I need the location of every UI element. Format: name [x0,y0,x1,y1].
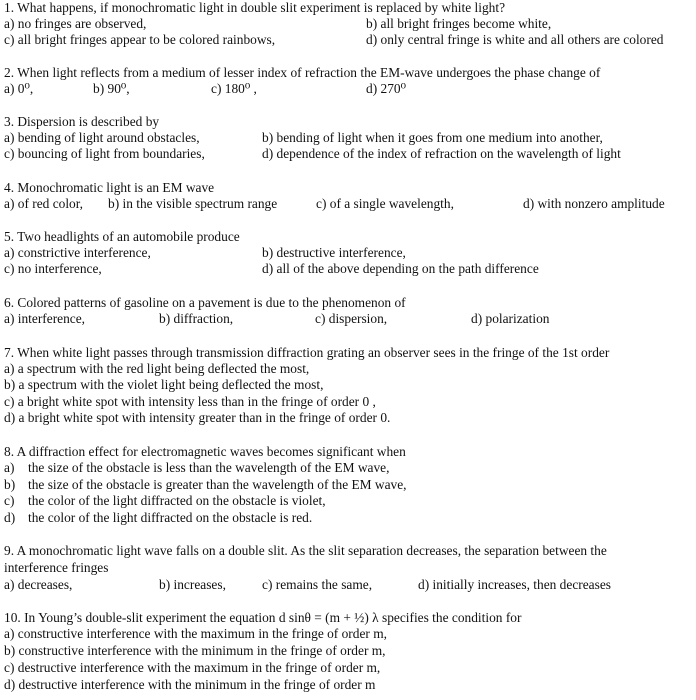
option-c: c) dispersion, [315,311,388,326]
option-d: d) only central fringe is white and all others are colored [366,32,664,47]
option-a [4,460,389,477]
option-d: d) 270⁰ [366,81,406,96]
option-a: a) decreases, [4,577,73,592]
question-stem: 3. Dispersion is described by [4,114,160,129]
option-b: b) destructive interference, [262,245,406,260]
option-d: d) with nonzero amplitude [523,196,665,211]
option-c: c) bouncing of light from boundaries, [4,146,205,161]
option-a: a) bending of light around obstacles, [4,130,200,145]
option-c [4,493,326,510]
option-a: a) 0⁰, [4,81,34,96]
option-b: b) all bright fringes become white, [366,16,552,31]
question-stem: 1. What happens, if monochromatic light in double slit experiment is replaced by white light? [4,0,506,15]
option-label: a) [4,460,15,475]
option-c: c) of a single wavelength, [316,196,454,211]
option-d: d) initially increases, then decreases [418,577,611,592]
option-b: b) increases, [159,577,226,592]
option-label: b) [4,477,16,492]
question-stem: 10. In Young’s double-slit experiment the equation d sinθ = (m + ½) λ specifies the condition for [4,610,522,625]
question-stem: 8. A diffraction effect for electromagnetic waves becomes significant when [4,444,406,459]
option-a: a) constructive interference with the maximum in the fringe of order m, [4,626,387,641]
option-b [4,477,407,494]
option-b: b) bending of light when it goes from one medium into another, [262,130,603,145]
option-a: a) of red color, [4,196,84,211]
option-c: c) no interference, [4,261,102,276]
option-c: c) remains the same, [262,577,373,592]
option-b: b) constructive interference with the minimum in the fringe of order m, [4,643,386,658]
option-a: a) no fringes are observed, [4,16,147,31]
option-d: d) dependence of the index of refraction on the wavelength of light [262,146,621,161]
question-stem: 7. When white light passes through transmission diffraction grating an observer sees in the fringe of the 1st order [4,345,610,360]
option-text: the color of the light diffracted on the obstacle is red. [28,510,313,525]
option-a: a) constrictive interference, [4,245,151,260]
option-text: the size of the obstacle is greater than the wavelength of the EM wave, [28,477,407,492]
option-text: the size of the obstacle is less than the wavelength of the EM wave, [28,460,390,475]
option-d: d) a bright white spot with intensity greater than in the fringe of order 0. [4,410,391,425]
option-a: a) a spectrum with the red light being deflected the most, [4,361,310,376]
option-text: the color of the light diffracted on the obstacle is violet, [28,493,326,508]
option-d: d) destructive interference with the minimum in the fringe of order m [4,677,376,692]
question-stem: 9. A monochromatic light wave falls on a double slit. As the slit separation decreases, the separation between the [4,543,607,558]
question-stem: 6. Colored patterns of gasoline on a pavement is due to the phenomenon of [4,295,406,310]
option-d [4,510,312,527]
option-c: c) all bright fringes appear to be colored rainbows, [4,32,276,47]
question-stem: 4. Monochromatic light is an EM wave [4,180,215,195]
option-c: c) 180⁰ , [211,81,257,96]
option-b: b) a spectrum with the violet light being deflected the most, [4,377,324,392]
question-stem-continued: interference fringes [4,560,109,575]
option-a: a) interference, [4,311,86,326]
option-b: b) diffraction, [159,311,234,326]
option-b: b) in the visible spectrum range [108,196,278,211]
question-stem: 2. When light reflects from a medium of lesser index of refraction the EM-wave undergoes the phase change of [4,65,601,80]
option-d: d) polarization [471,311,550,326]
question-stem: 5. Two headlights of an automobile produce [4,229,240,244]
option-d: d) all of the above depending on the path difference [262,261,539,276]
option-label: c) [4,493,15,508]
option-label: d) [4,510,16,525]
option-c: c) destructive interference with the maximum in the fringe of order m, [4,660,381,675]
option-b: b) 90⁰, [93,81,130,96]
option-c: c) a bright white spot with intensity less than in the fringe of order 0 , [4,394,376,409]
